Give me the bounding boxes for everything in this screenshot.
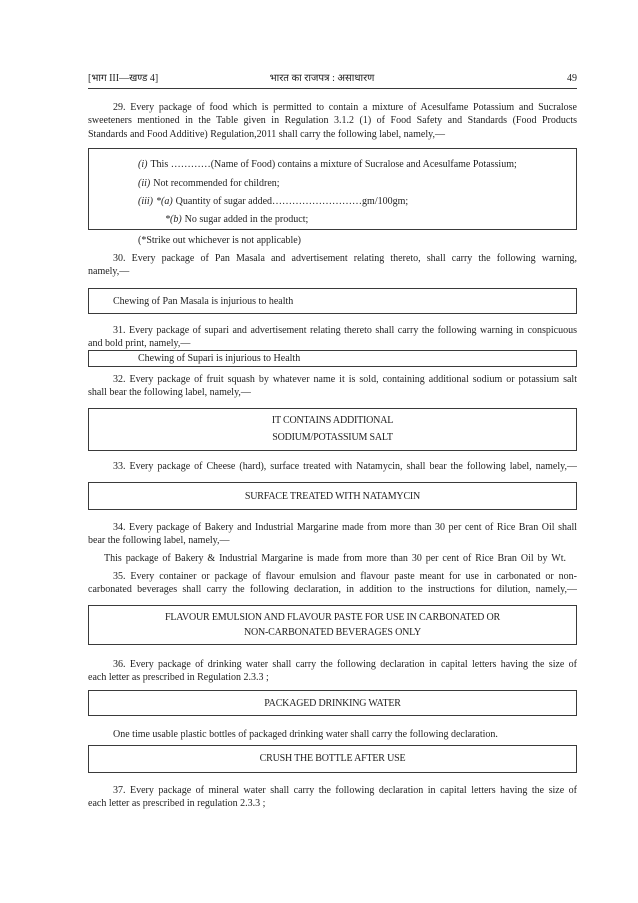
label-line: CRUSH THE BOTTLE AFTER USE xyxy=(259,752,406,764)
paragraph-line: 29. Every package of food which is permitted to contain a mixture of Acesulfame Potassium and Sucralose xyxy=(113,101,577,113)
label-line: FLAVOUR EMULSION AND FLAVOUR PASTE FOR USE IN CARBONATED OR xyxy=(164,611,500,623)
paragraph-line: shall bear the following label, namely,— xyxy=(88,386,251,398)
label-line: SURFACE TREATED WITH NATAMYCIN xyxy=(244,490,421,502)
paragraph-line: 31. Every package of supari and advertisement relating thereto shall carry the following warning in conspicuous xyxy=(113,324,577,336)
paragraph-line: Standards and Food Additive) Regulation,2011 shall carry the following label, namely,— xyxy=(88,128,445,140)
pan-masala-warning: Chewing of Pan Masala is injurious to health xyxy=(113,295,294,307)
item-option: *(a) xyxy=(156,195,173,207)
header-part-label: [भाग III—खण्ड 4] xyxy=(88,72,159,84)
margarine-label-text: This package of Bakery & Industrial Margarine is made from more than 30 per cent of Rice Bran Oil by Wt. xyxy=(104,552,566,564)
paragraph-line: bear the following label, namely,— xyxy=(88,534,230,546)
label-item xyxy=(138,195,568,208)
item-text: No sugar added in the product; xyxy=(184,213,309,225)
item-marker: (iii) xyxy=(138,195,153,207)
paragraph-line: each letter as prescribed in regulation 2.3.3 ; xyxy=(88,797,266,809)
item-marker: (i) xyxy=(138,158,148,170)
paragraph-line: 35. Every container or package of flavour emulsion and flavour paste meant for use in carbonated or non- xyxy=(113,570,577,582)
item-text: Quantity of sugar added………………………gm/100gm; xyxy=(175,195,409,207)
supari-warning: Chewing of Supari is injurious to Health xyxy=(138,353,301,364)
header-rule xyxy=(88,88,577,89)
label-line: NON-CARBONATED BEVERAGES ONLY xyxy=(243,626,422,638)
paragraph-line: each letter as prescribed in Regulation 2.3.3 ; xyxy=(88,671,269,683)
paragraph-line: 30. Every package of Pan Masala and advertisement relating thereto, shall carry the following warning, xyxy=(113,252,577,264)
paragraph-line: 32. Every package of fruit squash by whatever name it is sold, containing additional sodium or potassium salt xyxy=(113,373,577,385)
paragraph-line: carbonated beverages shall carry the following declaration, in addition to the instructions for dilution, namely,— xyxy=(88,583,577,595)
page-number: 49 xyxy=(567,72,577,84)
paragraph-line: sweeteners mentioned in the Table given in Regulation 3.1.2 (1) of Food Safety and Standards (Food Products xyxy=(88,115,577,126)
item-option: *(b) xyxy=(165,213,182,225)
header-gazette-title: भारत का राजपत्र : असाधारण xyxy=(269,72,375,84)
label-item xyxy=(165,213,565,226)
paragraph-line: 34. Every package of Bakery and Industrial Margarine made from more than 30 per cent of Rice Bran Oil shall xyxy=(113,521,577,533)
paragraph-line: 36. Every package of drinking water shall carry the following declaration in capital letters having the size of xyxy=(113,658,577,670)
label-line: PACKAGED DRINKING WATER xyxy=(264,697,401,709)
item-marker: (ii) xyxy=(138,177,151,189)
label-item xyxy=(138,177,568,190)
item-text: This …………(Name of Food) contains a mixture of Sucralose and Acesulfame Potassium; xyxy=(150,158,517,170)
plastic-bottle-note: One time usable plastic bottles of packaged drinking water shall carry the following declaration. xyxy=(113,728,498,740)
item-text: Not recommended for children; xyxy=(153,177,280,189)
paragraph-line: 33. Every package of Cheese (hard), surface treated with Natamycin, shall bear the following label, namely,— xyxy=(113,460,577,472)
strike-out-note: (*Strike out whichever is not applicable) xyxy=(138,234,302,246)
label-item xyxy=(138,158,568,171)
paragraph-line: and bold print, namely,— xyxy=(88,337,191,349)
label-line: SODIUM/POTASSIUM SALT xyxy=(272,431,393,443)
paragraph-line: namely,— xyxy=(88,265,130,277)
label-line: IT CONTAINS ADDITIONAL xyxy=(271,414,394,426)
paragraph-line: 37. Every package of mineral water shall carry the following declaration in capital letters having the size of xyxy=(113,784,577,796)
